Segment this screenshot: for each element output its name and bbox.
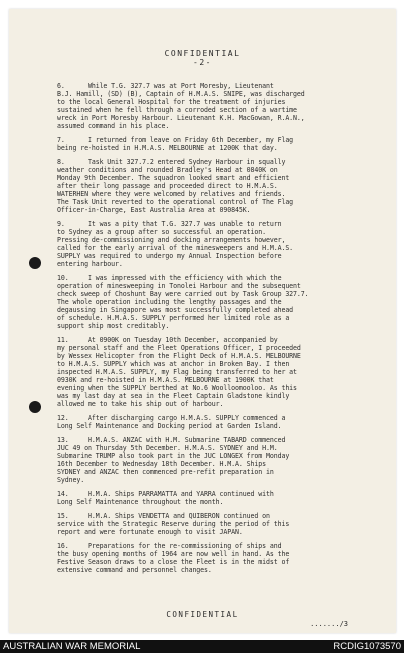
document-body [57, 82, 375, 580]
classification-heading: CONFIDENTIAL [164, 49, 241, 58]
text-line: Officer-in-Charge, East Australia Area at 090845K. [57, 206, 251, 214]
paragraph [57, 436, 375, 484]
text-line: report and were fortunate enough to visit JAPAN. [57, 528, 243, 536]
text-line: Pressing de-commissioning and docking arrangements however, [57, 236, 286, 244]
text-line: Long Self Maintenance throughout the month. [57, 498, 224, 506]
text-line: Sydney. [57, 476, 85, 484]
document-page [9, 9, 396, 633]
text-line: 12. After discharging cargo H.M.A.S. SUPPLY commenced a [57, 414, 286, 422]
text-line: 6. While T.G. 327.7 was at Port Moresby, Lieutenant [57, 82, 274, 90]
text-line: check sweep of Choshunt Bay were carried out by Task Group 327.7. [57, 290, 309, 298]
text-line: 8. Task Unit 327.7.2 entered Sydney Harbour in squally [57, 158, 286, 166]
text-line: operation of minesweeping in Tonolei Harbour and the subsequent [57, 282, 301, 290]
text-line: 16. Preparations for the re-commissioning of ships and [57, 542, 282, 550]
paragraph [57, 136, 375, 152]
text-line: inspected H.M.A.S. SUPPLY, my Flag being transferred to her at [57, 368, 297, 376]
text-line: The Task Unit reverted to the operational control of The Flag [57, 198, 294, 206]
text-line: extensive command and personnel changes. [57, 566, 212, 574]
text-line: to Sydney as a group after so successful an operation. [57, 228, 266, 236]
page-header [9, 49, 396, 67]
paragraph [57, 220, 375, 268]
paragraph [57, 158, 375, 214]
text-line: service with the Strategic Reserve during the period of this [57, 520, 290, 528]
text-line: weather conditions and rounded Bradley's Head at 0840K on [57, 166, 278, 174]
text-line: called for the early arrival of the minesweepers and H.M.A.S. [57, 244, 294, 252]
text-line: 14. H.M.A. Ships PARRAMATTA and YARRA continued with [57, 490, 274, 498]
text-line: B.J. Hamill, (SD) (B), Captain of H.M.A.S. SNIPE, was discharged [57, 90, 305, 98]
paragraph [57, 274, 375, 330]
text-line: being re-hoisted in H.M.A.S. MELBOURNE at 1200K that day. [57, 144, 278, 152]
paragraph [57, 82, 375, 130]
text-line: 7. I returned from leave on Friday 6th December, my Flag [57, 136, 294, 144]
text-line: entering harbour. [57, 260, 123, 268]
text-line: evening when the SUPPLY berthed at No.6 Woolloomooloo. As this [57, 384, 297, 392]
continuation-marker: ......./3 [310, 620, 348, 628]
paragraph [57, 336, 375, 408]
text-line: sustained when he fell through a corroded section of a wartime [57, 106, 297, 114]
binder-hole [29, 401, 41, 413]
binder-hole [29, 257, 41, 269]
text-line: 0930K and re-hoisted in H.M.A.S. MELBOURNE at 1900K that [57, 376, 274, 384]
text-line: SUPPLY was required to undergo my Annual Inspection before [57, 252, 282, 260]
paragraph [57, 414, 375, 430]
text-line: WATERHEN where they were welcomed by relatives and friends. [57, 190, 286, 198]
text-line: JUC 49 on Thursday 5th December. H.M.A.S. SYDNEY and H.M. [57, 444, 278, 452]
text-line: 10. I was impressed with the efficiency with which the [57, 274, 282, 282]
text-line: to H.M.A.S. SUPPLY which was at anchor in Broken Bay. I then [57, 360, 290, 368]
record-id: RCDIG1073570 [333, 641, 401, 652]
text-line: degaussing in Singapore was most successfully completed ahead [57, 306, 294, 314]
archive-name: AUSTRALIAN WAR MEMORIAL [3, 641, 141, 652]
text-line: support ship most creditably. [57, 322, 170, 330]
text-line: 13. H.M.A.S. ANZAC with H.M. Submarine TABARD commenced [57, 436, 286, 444]
footer-classification: CONFIDENTIAL [166, 610, 239, 619]
paragraph [57, 512, 375, 536]
text-line: of schedule. H.M.A.S. SUPPLY performed her limited role as a [57, 314, 290, 322]
text-line: after their long passage and proceeded direct to H.M.A.S. [57, 182, 278, 190]
page-number: -2- [193, 58, 212, 67]
text-line: the busy opening months of 1964 are now well in hand. As the [57, 550, 290, 558]
paragraph [57, 542, 375, 574]
archive-caption-bar [0, 640, 404, 653]
text-line: was my last day at sea in the Fleet Captain Gladstone kindly [57, 392, 290, 400]
text-line: allowed me to take his ship out of harbour. [57, 400, 224, 408]
text-line: 9. It was a pity that T.G. 327.7 was unable to return [57, 220, 282, 228]
text-line: assumed command in his place. [57, 122, 170, 130]
text-line: Festive Season draws to a close the Fleet is in the midst of [57, 558, 290, 566]
text-line: The whole operation including the lengthy passages and the [57, 298, 282, 306]
text-line: SYDNEY and ANZAC then commenced pre-refit preparation in [57, 468, 274, 476]
text-line: wreck in Port Moresby Harbour. Lieutenant K.H. MacGowan, R.A.N., [57, 114, 305, 122]
text-line: Submarine TRUMP also took part in the JUC LONGEX from Monday [57, 452, 290, 460]
text-line: Long Self Maintenance and Docking period at Garden Island. [57, 422, 282, 430]
text-line: 11. At 0900K on Tuesday 10th December, accompanied by [57, 336, 278, 344]
text-line: Monday 9th December. The squadron looked smart and efficient [57, 174, 290, 182]
paragraph [57, 490, 375, 506]
text-line: to the local General Hospital for the treatment of injuries [57, 98, 286, 106]
text-line: by Wessex Helicopter from the Flight Deck of H.M.A.S. MELBOURNE [57, 352, 301, 360]
text-line: my personal staff and the Fleet Operations Officer, I proceeded [57, 344, 301, 352]
text-line: 15. H.M.A. Ships VENDETTA and QUIBERON continued on [57, 512, 270, 520]
text-line: 16th December to Wednesday 18th December. H.M.A. Ships [57, 460, 266, 468]
